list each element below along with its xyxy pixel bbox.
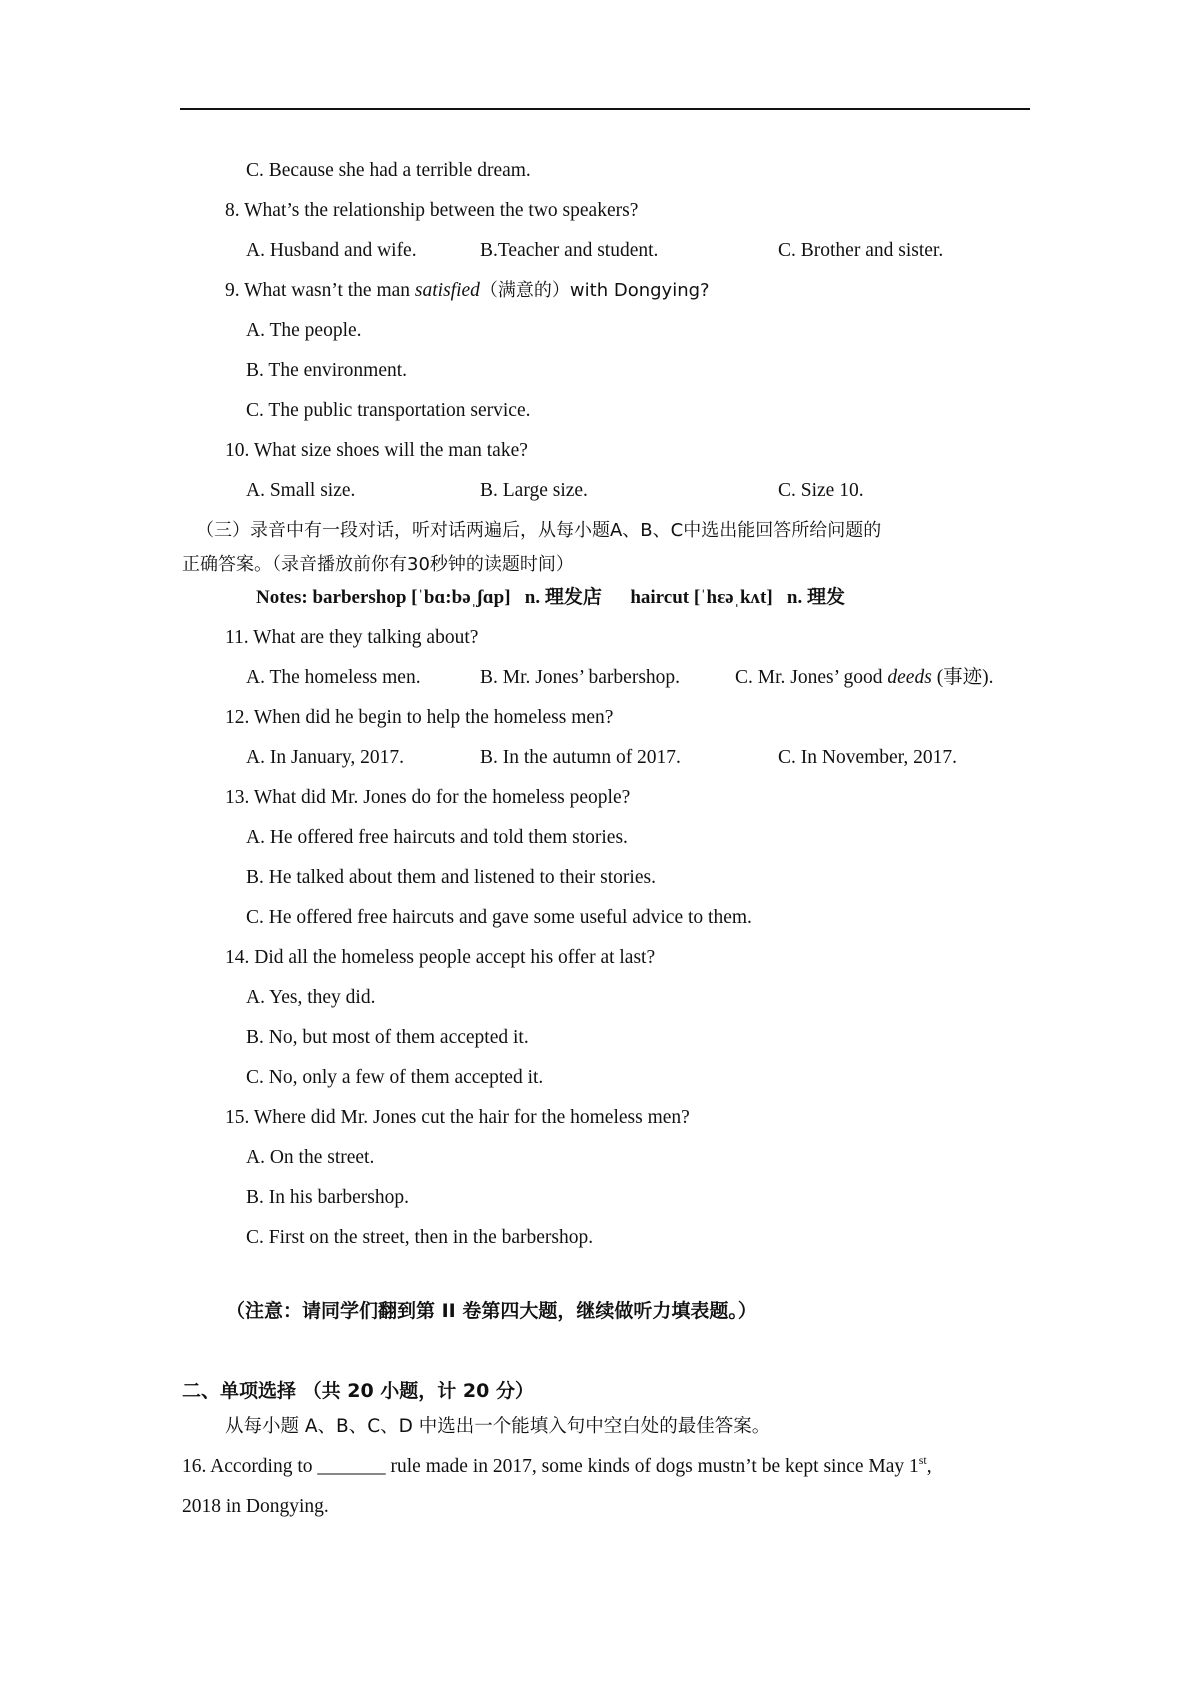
q8-option-b: B.Teacher and student.: [480, 240, 659, 261]
q13-option-a: A. He offered free haircuts and told them stories.: [246, 827, 628, 848]
q10-option-a: A. Small size.: [246, 480, 356, 501]
part2-heading: 二、单项选择 （共 20 小题，计 20 分）: [182, 1380, 534, 1402]
q11-option-c: [735, 665, 994, 691]
q8-question: 8. What’s the relationship between the two speakers?: [225, 200, 639, 221]
q16-line1-post: ,: [926, 1456, 932, 1477]
q10-option-c: C. Size 10.: [778, 480, 864, 501]
q16-line1-pre: 16. According to _______ rule made in 2017, some kinds of dogs mustn’t be kept since May 1: [182, 1456, 919, 1477]
q16-line1: [182, 1454, 932, 1480]
header-rule: [180, 108, 1030, 110]
q15-option-c: C. First on the street, then in the barbershop.: [246, 1227, 594, 1248]
q9-question-pre: 9. What wasn’t the man: [225, 280, 415, 301]
section3-instruction-line2: 正确答案。（录音播放前你有30秒钟的读题时间）: [182, 554, 574, 575]
q13-option-b: B. He talked about them and listened to their stories.: [246, 867, 656, 888]
q12-option-b: B. In the autumn of 2017.: [480, 747, 681, 768]
q11-option-a: A. The homeless men.: [246, 667, 421, 688]
q11-option-b: B. Mr. Jones’ barbershop.: [480, 667, 681, 688]
q11-option-c-pre: C. Mr. Jones’ good: [735, 667, 888, 688]
notice: （注意：请同学们翻到第 II 卷第四大题，继续做听力填表题。）: [226, 1300, 757, 1322]
q11-option-c-post: (事迹).: [931, 667, 994, 688]
q12-option-c: C. In November, 2017.: [778, 747, 958, 768]
q15-option-a: A. On the street.: [246, 1147, 375, 1168]
q8-option-c: C. Brother and sister.: [778, 240, 944, 261]
q14-option-a: A. Yes, they did.: [246, 987, 376, 1008]
q14-option-c: C. No, only a few of them accepted it.: [246, 1067, 544, 1088]
q9-question: [225, 278, 710, 304]
q13-question: 13. What did Mr. Jones do for the homeless people?: [225, 787, 631, 808]
q9-option-a: A. The people.: [246, 320, 362, 341]
q15-option-b: B. In his barbershop.: [246, 1187, 410, 1208]
q11-option-c-em: deeds: [887, 667, 932, 688]
q9-option-c: C. The public transportation service.: [246, 400, 531, 421]
q15-question: 15. Where did Mr. Jones cut the hair for the homeless men?: [225, 1107, 690, 1128]
section3-instruction-line1: （三）录音中有一段对话，听对话两遍后，从每小题A、B、C中选出能回答所给问题的: [196, 520, 882, 541]
q14-option-b: B. No, but most of them accepted it.: [246, 1027, 529, 1048]
section3-notes: Notes: barbershop [ˈbɑ:bəˌʃɑp] n. 理发店 haircut [ˈhɛəˌkʌt] n. 理发: [256, 587, 845, 608]
q14-question: 14. Did all the homeless people accept his offer at last?: [225, 947, 656, 968]
q9-question-em: satisfied: [414, 280, 480, 301]
q8-option-a: A. Husband and wife.: [246, 240, 417, 261]
q9-option-b: B. The environment.: [246, 360, 408, 381]
q12-option-a: A. In January, 2017.: [246, 747, 404, 768]
q12-question: 12. When did he begin to help the homeless men?: [225, 707, 614, 728]
q9-question-post: （满意的）with Dongying?: [479, 280, 710, 301]
q10-option-b: B. Large size.: [480, 480, 588, 501]
q16-line1-sup: st: [918, 1453, 927, 1467]
q11-question: 11. What are they talking about?: [225, 627, 479, 648]
q7-option-c: C. Because she had a terrible dream.: [246, 160, 531, 181]
q16-line2: 2018 in Dongying.: [182, 1496, 329, 1517]
part2-instruction: 从每小题 A、B、C、D 中选出一个能填入句中空白处的最佳答案。: [225, 1416, 771, 1437]
q10-question: 10. What size shoes will the man take?: [225, 440, 528, 461]
q13-option-c: C. He offered free haircuts and gave some useful advice to them.: [246, 907, 752, 928]
